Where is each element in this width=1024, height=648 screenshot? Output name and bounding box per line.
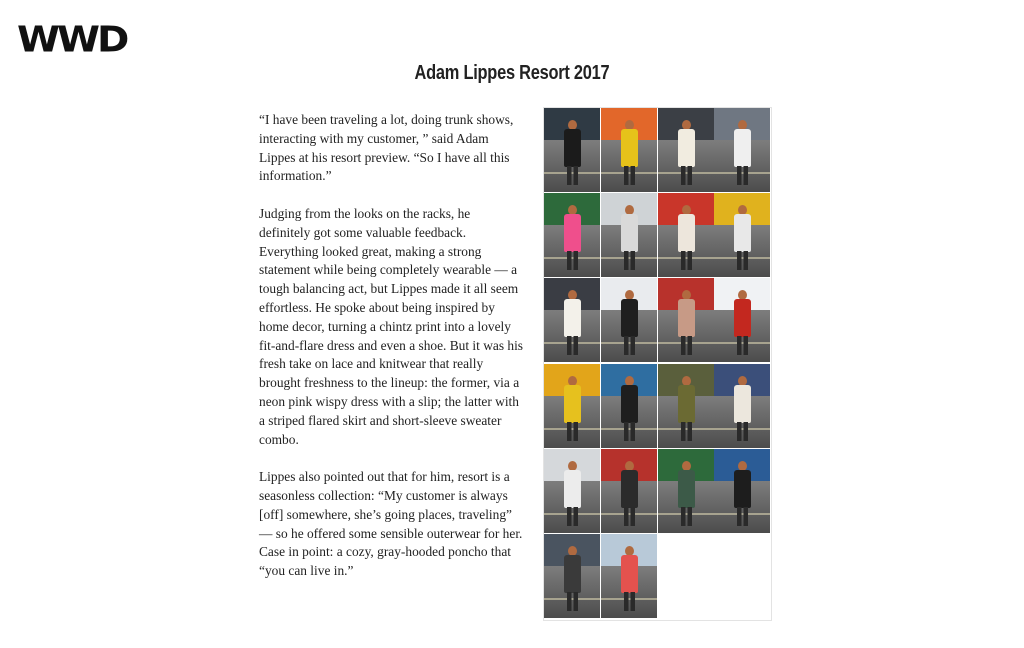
look-thumbnail[interactable] bbox=[658, 108, 714, 192]
wwd-logo[interactable]: WWD bbox=[17, 19, 127, 61]
look-thumbnail[interactable] bbox=[601, 449, 657, 533]
look-thumbnail[interactable] bbox=[714, 364, 770, 448]
look-thumbnail[interactable] bbox=[601, 364, 657, 448]
look-thumbnail[interactable] bbox=[714, 278, 770, 362]
look-thumbnail[interactable] bbox=[544, 449, 600, 533]
article-paragraph: Lippes also pointed out that for him, resort is a seasonless collection: “My customer is always [off] somewhere, she’s going places, traveling” — so he offered some sensible outerwear for her. Case in point: a cozy, gray-hooded poncho that “you can live in.” bbox=[259, 469, 523, 579]
look-thumbnail[interactable] bbox=[544, 534, 600, 618]
look-thumbnail[interactable] bbox=[658, 449, 714, 533]
article-paragraph: “I have been traveling a lot, doing trunk shows, interacting with my customer, ” said Adam Lippes at his resort preview. “So I have all this information.” bbox=[259, 112, 514, 184]
article-paragraph: Judging from the looks on the racks, he definitely got some valuable feedback. Everything looked great, making a strong statement while being completely wearable — a tough balancing act, but Lippes made it all seem effortless. He spoke about being inspired by home decor, turning a chintz print into a lovely fit-and-flare dress and even a shoe. But it was his fresh take on lace and knitwear that really brought freshness to the lineup: the former, via a neon pink wispy dress with a slip; the latter with a striped flared skirt and short-sleeve sweater combo. bbox=[259, 205, 524, 447]
look-thumbnail[interactable] bbox=[714, 108, 770, 192]
look-thumbnail[interactable] bbox=[544, 108, 600, 192]
look-thumbnail[interactable] bbox=[658, 364, 714, 448]
look-thumbnail[interactable] bbox=[601, 534, 657, 618]
look-thumbnail[interactable] bbox=[714, 449, 770, 533]
article-title: Adam Lippes Resort 2017 bbox=[414, 62, 610, 84]
look-thumbnail[interactable] bbox=[601, 108, 657, 192]
look-thumbnail[interactable] bbox=[601, 193, 657, 277]
article-body bbox=[259, 111, 524, 600]
look-thumbnail[interactable] bbox=[658, 193, 714, 277]
look-thumbnail[interactable] bbox=[601, 278, 657, 362]
look-thumbnail[interactable] bbox=[658, 278, 714, 362]
look-thumbnail[interactable] bbox=[714, 193, 770, 277]
look-thumbnail[interactable] bbox=[544, 364, 600, 448]
look-thumbnail[interactable] bbox=[544, 278, 600, 362]
look-thumbnail[interactable] bbox=[544, 193, 600, 277]
look-gallery bbox=[543, 107, 772, 621]
